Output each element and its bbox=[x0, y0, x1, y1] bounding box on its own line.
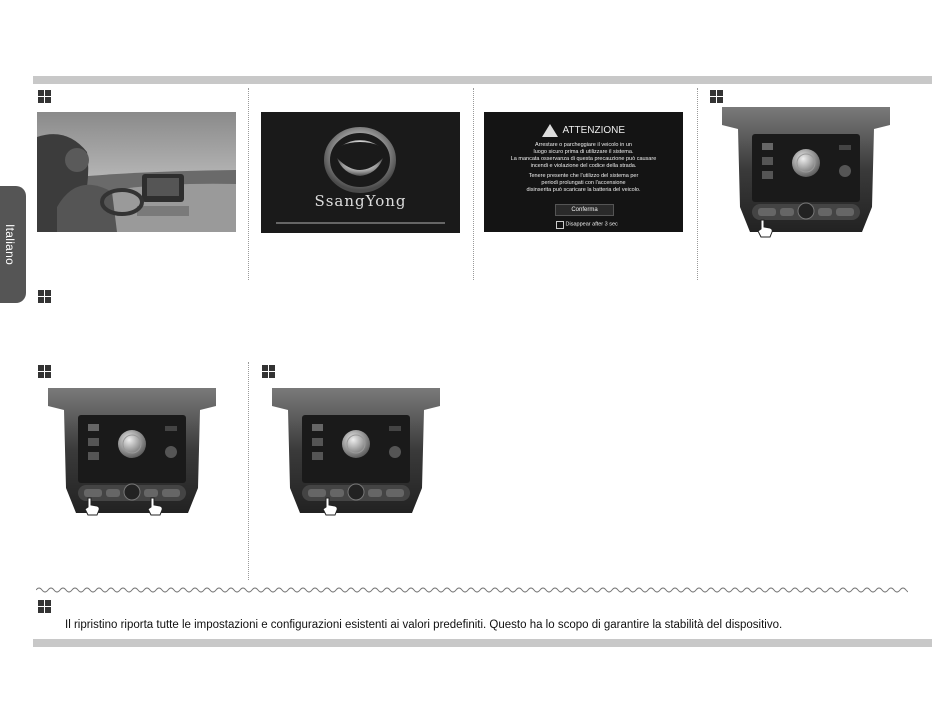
warning-title: ATTENZIONE bbox=[562, 125, 626, 136]
hand-pointer-icon bbox=[145, 496, 165, 516]
step-marker-icon bbox=[262, 365, 275, 378]
logo-screen bbox=[261, 112, 460, 233]
step-marker-icon bbox=[710, 90, 723, 103]
column-divider bbox=[248, 362, 249, 580]
step-marker-icon bbox=[38, 290, 51, 303]
warning-line: periodi prolungati con l'accensione bbox=[541, 180, 626, 186]
head-unit-image bbox=[722, 107, 890, 234]
warning-icon bbox=[542, 124, 558, 137]
warning-screen bbox=[484, 112, 683, 232]
step-marker-icon bbox=[38, 600, 51, 613]
wavy-divider bbox=[36, 585, 908, 595]
step-marker-icon bbox=[38, 365, 51, 378]
hand-pointer-icon bbox=[320, 496, 340, 516]
step-marker-icon bbox=[38, 90, 51, 103]
warning-line: Arrestare o parcheggiare il veicolo in un bbox=[535, 142, 632, 148]
column-divider bbox=[248, 88, 249, 280]
hand-pointer-icon bbox=[82, 496, 102, 516]
warning-line: disinserita può scaricare la batteria del veicolo. bbox=[526, 187, 641, 193]
language-tab-label: Italiano bbox=[3, 224, 17, 266]
bottom-bar bbox=[33, 639, 932, 647]
warning-line: luogo sicuro prima di utilizzare il sistema. bbox=[533, 149, 634, 155]
checkbox-label: Disappear after 3 sec bbox=[565, 221, 618, 228]
checkbox[interactable] bbox=[556, 221, 564, 229]
reset-description: Il ripristino riporta tutte le impostazioni e configurazioni esistenti ai valori predefiniti. Questo ha lo scopo di garantire la stabilità del dispositivo. bbox=[65, 619, 783, 631]
language-tab[interactable] bbox=[0, 186, 26, 303]
top-bar bbox=[33, 76, 932, 84]
warning-line: incendi e violazione del codice della strada. bbox=[530, 163, 637, 169]
head-unit-image bbox=[48, 388, 216, 515]
confirm-button[interactable]: Conferma bbox=[555, 204, 614, 216]
column-divider bbox=[697, 88, 698, 280]
brand-logo-text: SsangYong bbox=[314, 192, 407, 210]
head-unit-image bbox=[272, 388, 440, 515]
driver-photo bbox=[37, 112, 236, 232]
warning-line: La mancata osservanza di questa precauzione può causare bbox=[510, 156, 657, 162]
warning-line: Tenere presente che l'utilizzo del sistema per bbox=[528, 173, 639, 179]
column-divider bbox=[473, 88, 474, 280]
hand-pointer-icon bbox=[755, 218, 775, 238]
